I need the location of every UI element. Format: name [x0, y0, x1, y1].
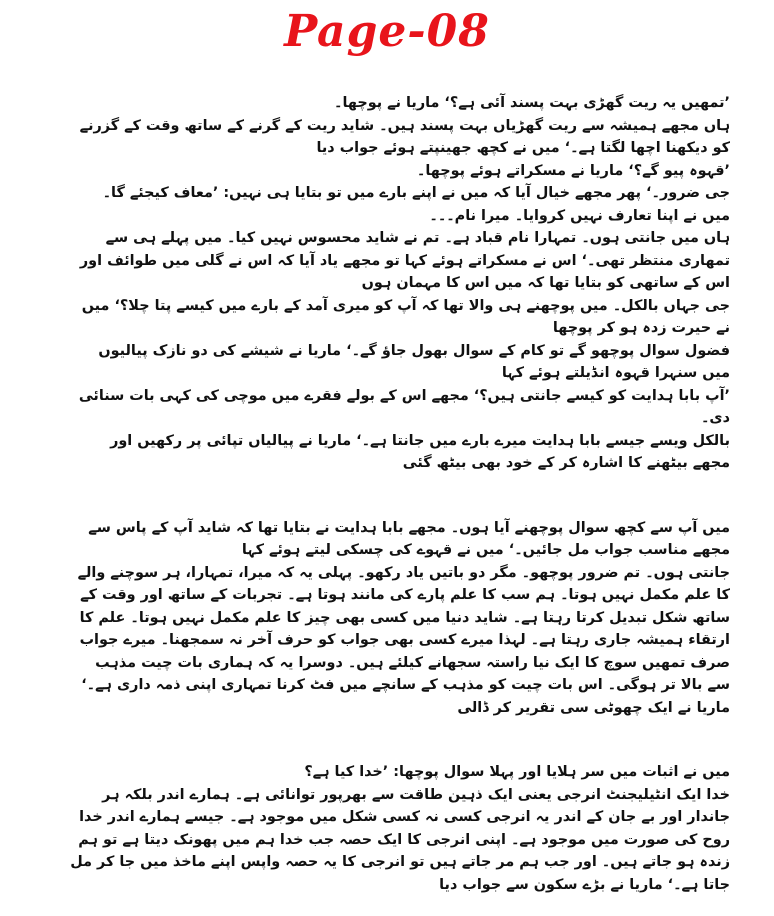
paragraph: جی ضرور۔‘ پھر مجھے خیال آیا کہ میں نے اپنے بارے میں تو بتایا ہی نہیں: ’معاف کیجئے گا۔ میں نے اپنا تعارف نہیں کروایا۔ میرا نام۔۔۔ [102, 185, 730, 224]
document-body [70, 92, 730, 896]
paragraph: ’قہوہ پیو گے؟‘ ماریا نے مسکراتے ہوئے پوچھا۔ [416, 162, 730, 179]
section-gap [70, 475, 730, 517]
paragraph: میں آپ سے کچھ سوال پوچھنے آیا ہوں۔ مجھے بابا ہدایت نے بتایا تھا کہ شاید آپ کے پاس سے مجھے مناسب جواب مل جائیں۔‘ میں نے قہوے کی چسکی لیتے ہوئے کہا [88, 519, 730, 558]
paragraph: ہاں مجھے ہمیشہ سے ریت گھڑیاں بہت پسند ہیں۔ شاید ریت کے گرنے کے ساتھ وقت کے گزرنے کو دیکھنا اچھا لگتا ہے۔‘ میں نے کچھ جھینپتے ہوئے جواب دیا [79, 117, 730, 156]
paragraph: جانتی ہوں۔ تم ضرور پوچھو۔ مگر دو باتیں یاد رکھو۔ پہلی یہ کہ میرا، تمہارا، ہر سوچنے والے کا علم مکمل نہیں ہوتا۔ ہم سب کا علم پارے کی مانند ہوتا ہے۔ تجربات کے ساتھ اور وقت کے ساتھ شکل تبدیل کرتا رہتا ہے۔ شاید دنیا میں کسی بھی چیز کا علم مکمل نہیں ہوتا۔ علم کا ارتقاء ہمیشہ جاری رہتا ہے۔ لہذا میرے کسی بھی جواب کو حرف آخر نہ سمجھنا۔ میرے جواب صرف تمھیں سوچ کا ایک نیا راستہ سجھانے کیلئے ہیں۔ دوسرا یہ کہ ہماری بات چیت مذہب سے بالا تر ہوگی۔ اس بات چیت کو مذہب کے سانچے میں فٹ کرنا تمہاری اپنی ذمہ داری ہے۔‘ ماریا نے ایک چھوٹی سی تقریر کر ڈالی [77, 564, 730, 716]
paragraph: ’آپ بابا ہدایت کو کیسے جانتی ہیں؟‘ مجھے اس کے بولے فقرے میں موچی کی کہی بات سنائی دی۔ [78, 387, 730, 426]
paragraph: خدا ایک انٹیلیجنٹ انرجی یعنی ایک ذہین طاقت سے بھرپور توانائی ہے۔ ہمارے اندر بلکہ ہر جاندار اور بے جان کے اندر یہ انرجی کسی نہ کسی شکل میں موجود ہے۔ جیسے ہمارے اندر خدا روح کی صورت میں موجود ہے۔ اپنی انرجی کا ایک حصہ جب خدا ہم میں پھونک دیتا ہے تو ہم زندہ ہو جاتے ہیں۔ اور جب ہم مر جاتے ہیں تو انرجی کا یہ حصہ واپس اپنے ماخذ میں جا کر مل جاتا ہے۔‘ ماریا نے بڑے سکون سے جواب دیا [70, 786, 730, 893]
paragraph: ہاں میں جانتی ہوں۔ تمہارا نام قباد ہے۔ تم نے شاید محسوس نہیں کیا۔ میں پہلے ہی سے تمھاری منتظر تھی۔‘ اس نے مسکراتے ہوئے کہا تو مجھے یاد آیا کہ اس نے گلی میں طوائف اور اس کے ساتھی کو بتایا تھا کہ میں اس کا مہمان ہوں [79, 230, 730, 291]
paragraph: ’تمھیں یہ ریت گھڑی بہت پسند آئی ہے؟‘ ماریا نے پوچھا۔ [334, 95, 730, 111]
section-gap [70, 719, 730, 761]
paragraph: فضول سوال پوچھو گے تو کام کے سوال بھول جاؤ گے۔‘ ماریا نے شیشے کی دو نازک پیالیوں میں سنہرا قہوہ انڈیلتے ہوئے کہا [98, 342, 730, 381]
page-title: Page-08 [284, 6, 490, 57]
paragraph: جی جہاں بالکل۔ میں پوچھنے ہی والا تھا کہ آپ کو میری آمد کے بارے میں کیسے پتا چلا؟‘ میں نے حیرت زدہ ہو کر پوچھا [81, 297, 730, 336]
paragraph: میں نے اثبات میں سر ہلایا اور پہلا سوال پوچھا: ’خدا کیا ہے؟ [304, 764, 730, 780]
paragraph: بالکل ویسے جیسے بابا ہدایت میرے بارے میں جانتا ہے۔‘ ماریا نے پیالیاں تپائی پر رکھیں اور مجھے بیٹھنے کا اشارہ کر کے خود بھی بیٹھ گئی [110, 432, 730, 471]
